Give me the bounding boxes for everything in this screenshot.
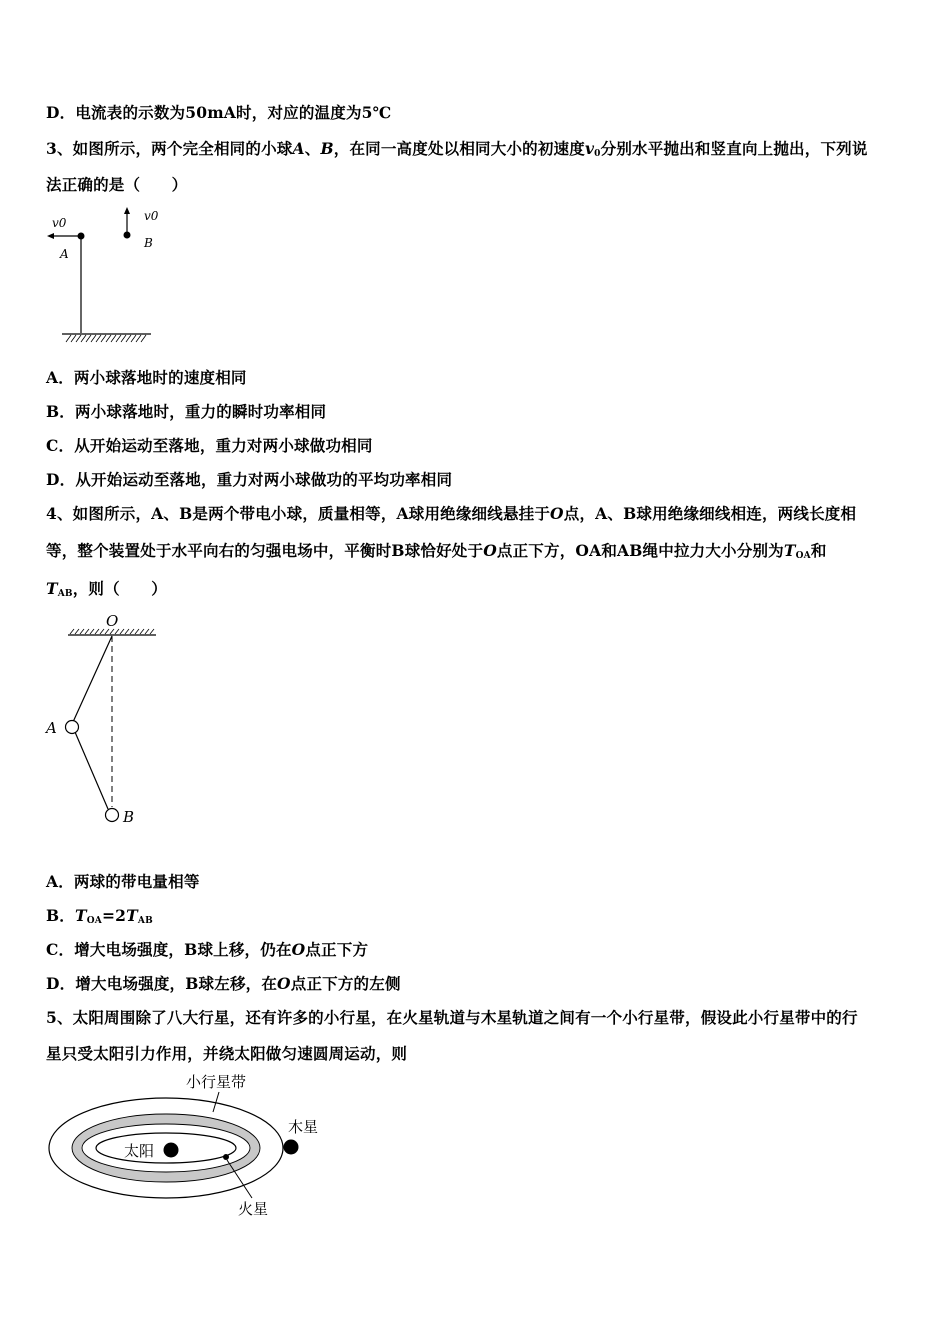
q3-stem-text-b: ，在同一高度处以相同大小的初速度 <box>333 139 585 158</box>
q3-stem-line1 <box>46 137 868 159</box>
q3-label-v0-left: v0 <box>52 216 67 230</box>
q3-stem-ball-b: B <box>320 139 334 158</box>
q2-option-d: D．电流表的示数为50mA时，对应的温度为5℃ <box>46 103 392 122</box>
q4-option-b-sub1: OA <box>86 916 102 926</box>
q3-ball-b <box>124 232 131 239</box>
q4-label-o: O <box>106 612 119 630</box>
q4-stem-t-oa: T <box>783 541 796 560</box>
q4-stem-t-oa-sub: OA <box>795 551 811 561</box>
q3-label-v0-right: v0 <box>144 209 159 223</box>
q3-ground-hatch <box>66 335 146 342</box>
q4-option-b-t1: T <box>75 906 87 925</box>
q4-stem-text-c: 等，整个装置处于水平向右的匀强电场中，平衡时B球恰好处于 <box>46 541 484 560</box>
q4-ball-a <box>66 721 79 734</box>
q5-stem-line2: 星只受太阳引力作用，并绕太阳做匀速圆周运动，则 <box>46 1044 408 1063</box>
q4-option-c-text-b: 点正下方 <box>305 940 369 959</box>
q4-string-oa <box>73 636 112 722</box>
q3-arrowhead-left <box>47 233 54 239</box>
q4-option-c-o: O <box>291 940 306 959</box>
q4-option-b-eq: =2 <box>101 906 127 925</box>
q4-stem-t-ab-sub: AB <box>57 589 73 599</box>
q5-sun <box>164 1143 179 1158</box>
q3-stem-text-a: 3、如图所示，两个完全相同的小球 <box>46 139 293 158</box>
q4-label-b: B <box>123 808 135 826</box>
q5-jupiter <box>284 1140 299 1155</box>
q4-option-b <box>46 904 153 926</box>
q3-option-d: D．从开始运动至落地，重力对两小球做功的平均功率相同 <box>46 470 453 489</box>
q4-option-c-text-a: C．增大电场强度，B球上移，仍在 <box>46 940 292 959</box>
q3-stem-sep: 、 <box>304 139 321 158</box>
q5-label-sun: 太阳 <box>124 1142 155 1160</box>
q4-stem-line2 <box>46 539 827 561</box>
q4-stem-text-a: 4、如图所示，A、B是两个带电小球，质量相等，A球用绝缘细线悬挂于 <box>46 504 551 523</box>
q4-option-b-sub2: AB <box>137 916 153 926</box>
q3-stem-text-c: 分别水平抛出和竖直向上抛出，下列说 <box>600 139 868 158</box>
q3-option-a: A．两小球落地时的速度相同 <box>46 368 247 387</box>
q4-stem-line1 <box>46 502 856 524</box>
q5-figure <box>44 1068 334 1228</box>
q3-stem-ball-a: A <box>292 139 305 158</box>
q5-label-belt: 小行星带 <box>186 1073 247 1091</box>
q3-stem-v0-sub: 0 <box>594 149 601 159</box>
q3-stem-v0: v <box>584 139 595 158</box>
q3-arrowhead-up <box>124 207 130 214</box>
q4-stem-text-e: 和 <box>810 541 827 560</box>
q3-option-c: C．从开始运动至落地，重力对两小球做功相同 <box>46 436 373 455</box>
q3-option-b: B．两小球落地时，重力的瞬时功率相同 <box>46 402 327 421</box>
q4-string-ab <box>75 732 108 809</box>
q5-label-jupiter: 木星 <box>288 1118 319 1136</box>
q4-label-a: A <box>46 719 57 737</box>
q3-label-b: B <box>144 236 153 250</box>
q5-stem-line1: 5、太阳周围除了八大行星，还有许多的小行星，在火星轨道与木星轨道之间有一个小行星带，假设此小行星带中的行 <box>46 1008 858 1027</box>
q3-figure <box>44 200 174 350</box>
q4-option-b-prefix: B． <box>46 906 76 925</box>
q4-option-d-text-b: 点正下方的左侧 <box>290 974 401 993</box>
q4-option-c <box>46 938 368 960</box>
q4-stem-text-d: 点正下方，OA和AB绳中拉力大小分别为 <box>496 541 784 560</box>
q4-option-b-t2: T <box>126 906 138 925</box>
q4-option-d <box>46 972 401 994</box>
q4-stem-o2: O <box>483 541 497 560</box>
q4-stem-t-ab: T <box>46 579 58 598</box>
q3-stem-line2: 法正确的是（ ） <box>46 175 188 194</box>
q4-stem-text-f: ，则（ ） <box>72 579 167 598</box>
q4-option-d-text-a: D．增大电场强度，B球左移，在 <box>46 974 278 993</box>
q4-stem-text-b: 点，A、B球用绝缘细线相连，两线长度相 <box>563 504 857 523</box>
q3-label-a: A <box>60 247 69 261</box>
q4-stem-line3 <box>46 577 167 599</box>
q4-figure <box>44 605 174 835</box>
q5-mars <box>223 1154 229 1160</box>
q4-option-d-o: O <box>277 974 291 993</box>
q4-option-a: A．两球的带电量相等 <box>46 872 200 891</box>
q5-label-mars: 火星 <box>238 1200 269 1218</box>
q4-stem-o1: O <box>550 504 564 523</box>
q4-ball-b <box>106 809 119 822</box>
